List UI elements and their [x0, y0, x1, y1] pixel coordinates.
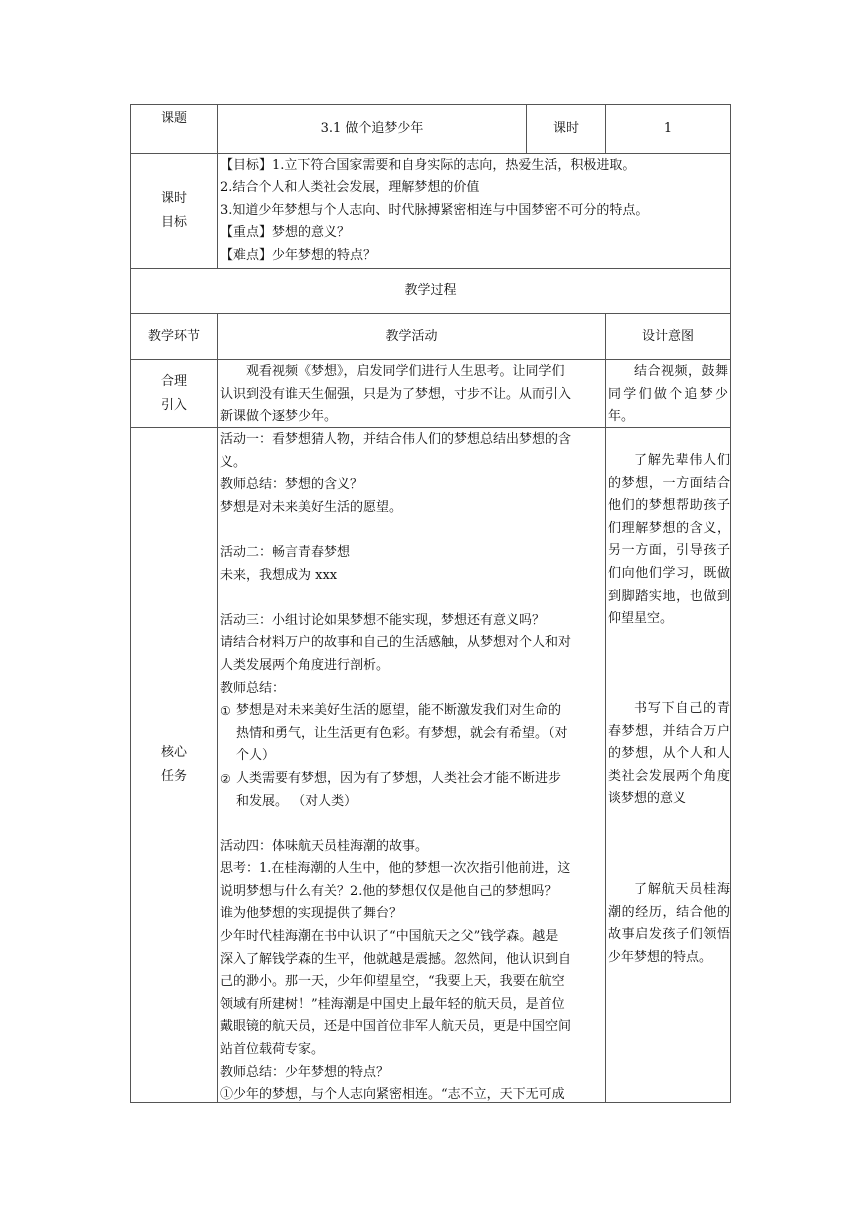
activity-one-block — [220, 429, 603, 519]
activity-header: 教学活动 — [385, 328, 438, 344]
activity-line: 人类发展两个角度进行剖析。 — [220, 657, 390, 673]
intro-intent-cell — [605, 359, 731, 428]
intent-header: 设计意图 — [641, 328, 694, 344]
activity-line: 活动一：看梦想猜人物，并结合伟人们的梦想总结出梦想的含 — [220, 432, 572, 447]
point-number: ② — [220, 771, 231, 786]
activity-line: 请结合材料万户的故事和自己的生活感触，从梦想对个人和对 — [220, 635, 572, 651]
point-line: 梦想是对未来美好生活的愿望，能不断激发我们对生命的 — [236, 703, 562, 719]
topic-value-cell — [217, 104, 527, 154]
intent-header-cell — [605, 313, 731, 360]
activity-line: 活动四：体味航天员桂海潮的故事。 — [220, 838, 429, 854]
activity-three-block — [220, 610, 603, 813]
core-label-line2: 任务 — [160, 769, 187, 784]
process-title-cell — [130, 268, 731, 314]
blank-line — [220, 519, 603, 542]
core-label-cell — [130, 427, 218, 1103]
activity-line: 领域有所建树！”桂海潮是中国史上最年轻的航天员，是首位 — [220, 996, 565, 1012]
topic-label-cell — [130, 104, 218, 154]
stage-header-cell — [130, 313, 218, 360]
objectives-content-cell — [217, 153, 731, 269]
objectives-label-cell — [130, 153, 218, 269]
core-intent-one: 了解先辈伟人们的梦想，一方面结合他们的梦想帮助孩子们理解梦想的含义，另一方面，引导孩子们向他们学习，既做到脚踏实地，也做到仰望星空。 — [608, 453, 730, 627]
activity-line: 说明梦想与什么有关？2.他的梦想仅仅是他自己的梦想吗？ — [220, 883, 558, 899]
activity-line: 活动二：畅言青春梦想 — [220, 544, 351, 560]
objective-line: 3.知道少年梦想与个人志向、时代脉搏紧密相连与中国梦密不可分的特点。 — [220, 202, 649, 218]
period-value-cell — [605, 104, 731, 154]
point-line: 个人） — [236, 748, 276, 764]
period-label: 课时 — [552, 121, 579, 136]
blank-line — [220, 813, 603, 836]
core-intent-three: 了解航天员桂海潮的经历，结合他的故事启发孩子们领悟少年梦想的特点。 — [608, 882, 730, 965]
process-title: 教学过程 — [404, 283, 457, 298]
intro-activity-cell — [217, 359, 606, 428]
core-label-line1: 核心 — [160, 745, 187, 760]
activity-line: 少年时代桂海潮在书中认识了“中国航天之父”钱学森。越是 — [220, 929, 559, 945]
activity-line: 活动三：小组讨论如果梦想不能实现，梦想还有意义吗？ — [220, 612, 546, 628]
intro-activity-line: 新课做个逐梦少年。 — [220, 409, 338, 425]
period-value: 1 — [663, 121, 673, 136]
intro-label-line1: 合理 — [160, 373, 187, 389]
period-label-cell — [526, 104, 606, 154]
objective-line: 【目标】1.立下符合国家需要和自身实际的志向，热爱生活，积极进取。 — [220, 158, 636, 173]
key-point-line: 【重点】梦想的意义？ — [220, 225, 351, 241]
objectives-label-line1: 课时 — [160, 191, 187, 206]
activity-header-cell — [217, 313, 606, 360]
topic-label: 课题 — [160, 111, 187, 126]
core-activity-cell — [217, 427, 606, 1103]
intro-label-line2: 引入 — [160, 397, 187, 413]
point-line: 热情和勇气，让生活更有色彩。有梦想，就会有希望。（对 — [236, 725, 568, 741]
activity-line: 戴眼镜的航天员，还是中国首位非军人航天员，更是中国空间 — [220, 1019, 572, 1035]
summary-point — [220, 768, 603, 813]
intro-activity-line: 观看视频《梦想》，启发同学们进行人生思考。让同学们 — [246, 364, 565, 379]
blank-line — [220, 587, 603, 610]
activity-line: 谁为他梦想的实现提供了舞台？ — [220, 906, 403, 922]
core-intent-cell — [605, 427, 731, 1103]
objective-line: 2.结合个人和人类社会发展，理解梦想的价值 — [220, 180, 480, 196]
activity-line: 教师总结： — [220, 680, 286, 696]
point-line: 和发展。 （对人类） — [236, 793, 358, 809]
activity-line: 思考：1.在桂海潮的人生中，他的梦想一次次指引他前进，这 — [220, 861, 571, 877]
core-intent-two: 书写下自己的青春梦想，并结合万户的梦想，从个人和人类社会发展两个角度谈梦想的意义 — [608, 701, 730, 807]
intro-intent-text: 结合视频，鼓舞同学们做个追梦少年。 — [608, 364, 728, 425]
stage-header: 教学环节 — [147, 328, 200, 344]
activity-line: 深入了解钱学森的生平，他就越是震撼。忽然间，他认识到自 — [220, 951, 572, 967]
point-line: 人类需要有梦想，因为有了梦想，人类社会才能不断进步 — [236, 770, 562, 786]
activity-line: 己的渺小。那一天，少年仰望星空，“我要上天，我要在航空 — [220, 974, 565, 990]
activity-line: 义。 — [220, 454, 247, 470]
activity-line: 未来，我想成为 xxx — [220, 567, 338, 583]
activity-line: 教师总结：少年梦想的特点？ — [220, 1064, 390, 1080]
intro-label-cell — [130, 359, 218, 428]
intro-activity-line: 认识到没有谁天生倔强，只是为了梦想，寸步不让。从而引入 — [220, 386, 572, 402]
activity-two-block — [220, 542, 603, 587]
summary-point — [220, 700, 603, 768]
activity-four-block — [220, 836, 603, 1103]
point-number: ① — [220, 704, 231, 719]
activity-line: 梦想是对未来美好生活的愿望。 — [220, 499, 403, 515]
objectives-label-line2: 目标 — [160, 215, 187, 230]
topic-value: 3.1 做个追梦少年 — [320, 121, 424, 136]
activity-line: ①少年的梦想，与个人志向紧密相连。“志不立，天下无可成 — [220, 1087, 565, 1103]
activity-line: 站首位载荷专家。 — [220, 1042, 325, 1058]
activity-line: 教师总结：梦想的含义？ — [220, 477, 364, 493]
difficult-point-line: 【难点】少年梦想的特点？ — [220, 247, 377, 263]
